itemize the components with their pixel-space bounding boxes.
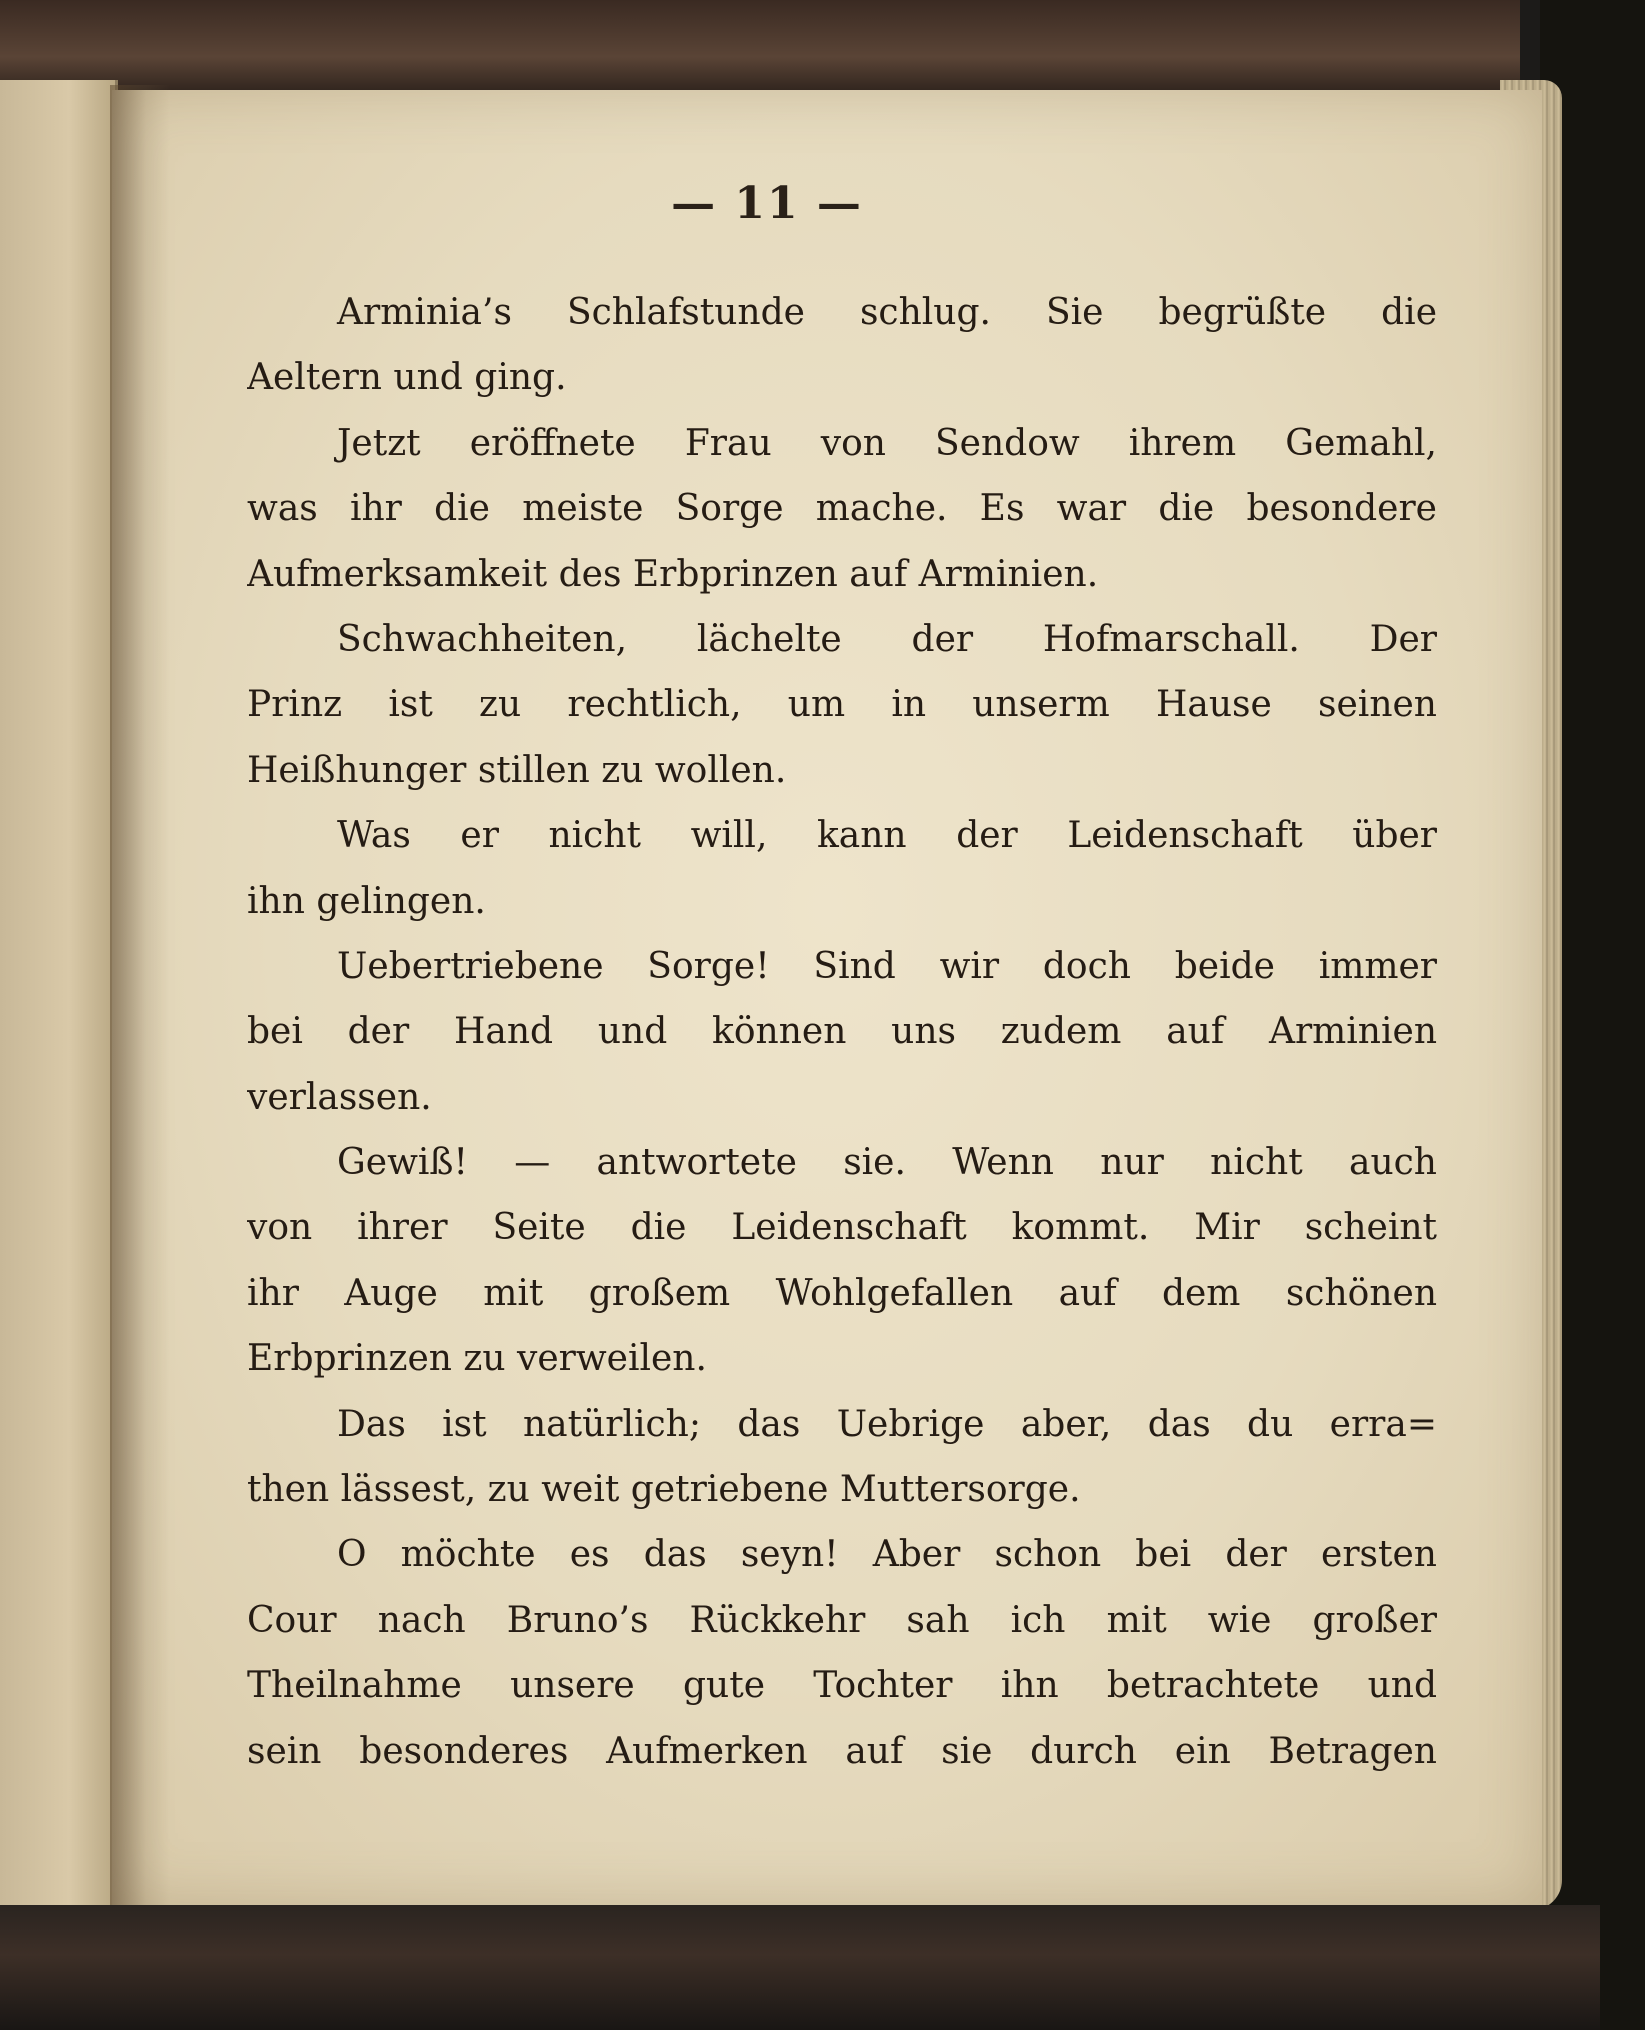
text-line: von ihrer Seite die Leidenschaft kommt. Mir scheint <box>247 1207 1437 1249</box>
text-line: Prinz ist zu rechtlich, um in unserm Hause seinen <box>247 684 1437 726</box>
text-line: O möchte es das seyn! Aber schon bei der ersten <box>337 1534 1437 1576</box>
text-line: verlassen. <box>247 1076 432 1118</box>
text-line: Aufmerksamkeit des Erbprinzen auf Arminien. <box>247 553 1099 595</box>
text-line: ihr Auge mit großem Wohlgefallen auf dem schönen <box>247 1272 1437 1314</box>
text-line: Schwachheiten, lächelte der Hofmarschall. Der <box>337 618 1437 660</box>
text-line: Jetzt eröffnete Frau von Sendow ihrem Gemahl, <box>337 422 1437 464</box>
text-line: Das ist natürlich; das Uebrige aber, das du erra= <box>337 1403 1437 1445</box>
book-cover-top-edge <box>0 0 1520 95</box>
gutter-shadow <box>110 85 170 1905</box>
book-page <box>112 90 1542 1905</box>
text-line: Arminia’s Schlafstunde schlug. Sie begrüßte die <box>337 292 1437 333</box>
text-line: Gewiß! — antwortete sie. Wenn nur nicht auch <box>337 1142 1437 1184</box>
text-line: then lässest, zu weit getriebene Muttersorge. <box>247 1469 1081 1511</box>
text-line: Aeltern und ging. <box>247 357 567 399</box>
text-line: bei der Hand und können uns zudem auf Arminien <box>247 1011 1437 1053</box>
text-line: was ihr die meiste Sorge mache. Es war die besondere <box>247 488 1437 530</box>
text-line: Cour nach Bruno’s Rückkehr sah ich mit wie großer <box>247 1599 1437 1641</box>
text-line: Uebertriebene Sorge! Sind wir doch beide immer <box>337 945 1437 987</box>
facing-page-edge <box>0 80 118 1910</box>
text-line: Was er nicht will, kann der Leidenschaft über <box>337 815 1437 857</box>
text-line: Theilnahme unsere gute Tochter ihn betrachtete und <box>247 1665 1437 1707</box>
book-cover-bottom-edge <box>0 1905 1600 2030</box>
text-line: Erbprinzen zu verweilen. <box>247 1338 707 1380</box>
text-line: ihn gelingen. <box>247 880 486 922</box>
text-line: Heißhunger stillen zu wollen. <box>247 749 787 791</box>
page-number: — 11 — <box>671 178 863 229</box>
text-line: sein besonderes Aufmerken auf sie durch ein Betragen <box>247 1730 1437 1772</box>
page-text <box>247 280 1437 1784</box>
